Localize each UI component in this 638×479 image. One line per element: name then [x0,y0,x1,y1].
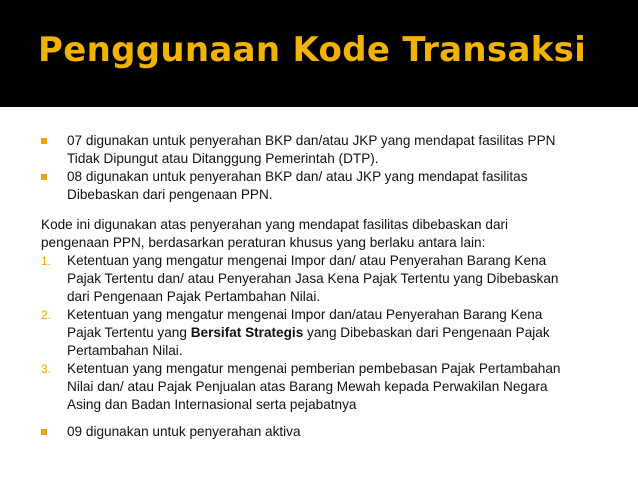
item-1-line-1: Ketentuan yang mengatur mengenai Impor dan/ atau Penyerahan Barang Kena [67,253,547,268]
bullet-square-icon [41,429,47,435]
item-2-text-post: yang Dibebaskan dari Pengenaan Pajak [303,325,550,340]
item-1-line-3: dari Pengenaan Pajak Pertambahan Nilai. [67,289,321,304]
intro-line-1: Kode ini digunakan atas penyerahan yang mendapat fasilitas dibebaskan dari [41,217,509,232]
bullet-1-line-2: Tidak Dipungut atau Ditanggung Pemerintah (DTP). [67,151,379,166]
bullet-1-line-1: 07 digunakan untuk penyerahan BKP dan/atau JKP yang mendapat fasilitas PPN [67,133,556,148]
item-3-line-2: Nilai dan/ atau Pajak Penjualan atas Barang Mewah kepada Perwakilan Negara [67,379,548,394]
bullet-square-icon [41,138,47,144]
bullet-3-line-1: 09 digunakan untuk penyerahan aktiva [67,424,301,439]
item-3-line-1: Ketentuan yang mengatur mengenai pemberian pembebasan Pajak Pertambahan [67,361,561,376]
slide-body [0,107,638,479]
bullet-square-icon [41,174,47,180]
item-2-text-pre: Pajak Tertentu yang [67,325,191,340]
title-bar [0,0,638,107]
item-2-line-2 [67,324,550,342]
intro-line-2: pengenaan PPN, berdasarkan peraturan khusus yang berlaku antara lain: [41,235,486,250]
list-number: 3. [41,362,52,376]
list-number: 2. [41,308,52,322]
item-2-line-3: Pertambahan Nilai. [67,343,183,358]
bullet-2-line-1: 08 digunakan untuk penyerahan BKP dan/ atau JKP yang mendapat fasilitas [67,169,528,184]
item-2-line-1: Ketentuan yang mengatur mengenai Impor dan/atau Penyerahan Barang Kena [67,307,543,322]
slide-title: Penggunaan Kode Transaksi [38,30,587,70]
item-1-line-2: Pajak Tertentu dan/ atau Penyerahan Jasa Kena Pajak Tertentu yang Dibebaskan [67,271,559,286]
bullet-2-line-2: Dibebaskan dari pengenaan PPN. [67,187,273,202]
list-number: 1. [41,254,52,268]
item-2-text-bold: Bersifat Strategis [190,325,304,340]
item-3-line-3: Asing dan Badan Internasional serta pejabatnya [67,397,357,412]
